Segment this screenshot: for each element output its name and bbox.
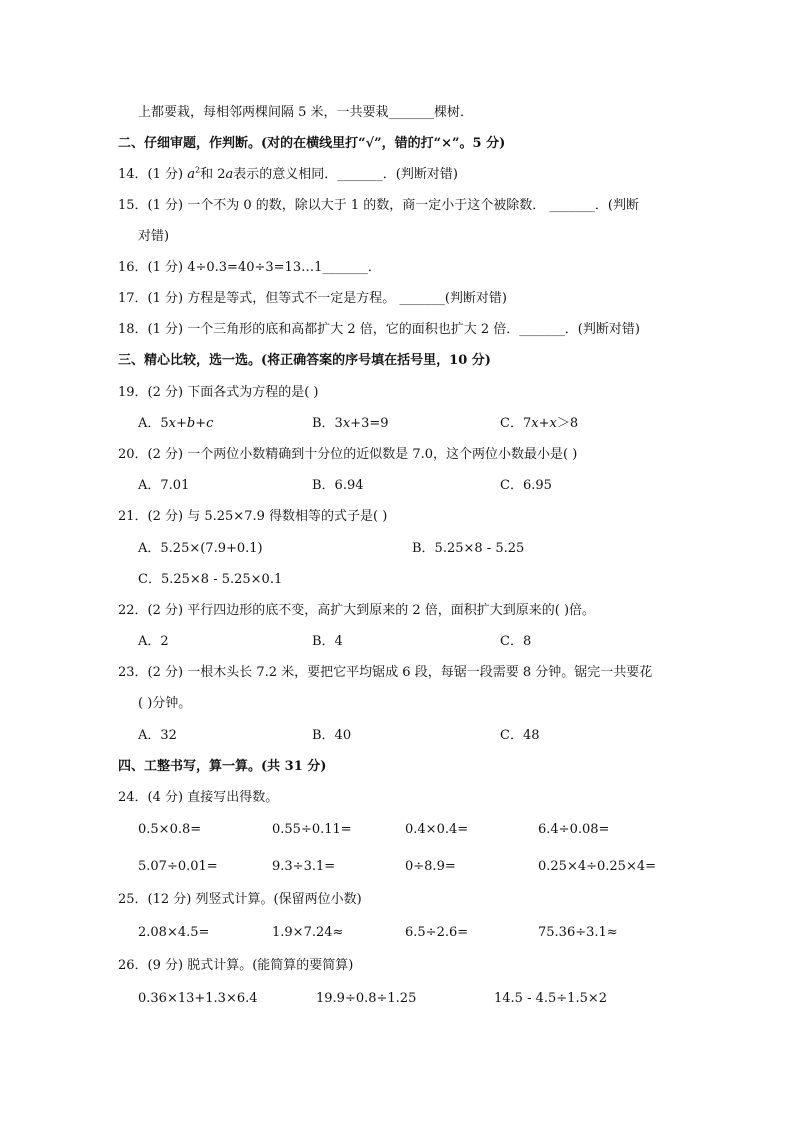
q25-item-3: 6.5÷2.6= bbox=[405, 925, 469, 940]
q21-option-c: C．5.25×8 - 5.25×0.1 bbox=[138, 572, 283, 587]
q20-option-c: C．6.95 bbox=[500, 478, 552, 493]
q24-item-4: 6.4÷0.08= bbox=[538, 822, 610, 837]
section-3-heading: 三、精心比较，选一选。(将正确答案的序号填在括号里，10 分) bbox=[118, 353, 491, 368]
q21-option-b: B．5.25×8 - 5.25 bbox=[412, 541, 525, 556]
question-15-wrap: 对错) bbox=[138, 229, 170, 244]
q24-item-3: 0.4×0.4= bbox=[405, 822, 469, 837]
q19-option-a: A．5x+b+c bbox=[138, 416, 214, 431]
question-21: 21．(2 分) 与 5.25×7.9 得数相等的式子是( ) bbox=[118, 509, 388, 524]
q26-item-2: 19.9÷0.8÷1.25 bbox=[316, 991, 417, 1006]
question-20: 20．(2 分) 一个两位小数精确到十分位的近似数是 7.0，这个两位小数最小是( ) bbox=[118, 447, 578, 462]
question-19: 19．(2 分) 下面各式为方程的是( ) bbox=[118, 385, 319, 400]
question-18: 18．(1 分) 一个三角形的底和高都扩大 2 倍，它的面积也扩大 2 倍．_______．(判断对错) bbox=[118, 322, 640, 337]
question-25: 25．(12 分) 列竖式计算。(保留两位小数) bbox=[118, 892, 362, 907]
question-17: 17．(1 分) 方程是等式，但等式不一定是方程。 _______(判断对错) bbox=[118, 291, 507, 306]
question-16: 16．(1 分) 4÷0.3=40÷3=13…1_______． bbox=[118, 260, 381, 275]
q26-item-1: 0.36×13+1.3×6.4 bbox=[138, 991, 258, 1006]
q22-option-a: A．2 bbox=[138, 634, 169, 649]
question-26: 26．(9 分) 脱式计算。(能简算的要简算) bbox=[118, 958, 354, 973]
question-14: 14．(1 分) $a^2$和 2a表示的意义相同．_______．(判断对错) bbox=[118, 165, 458, 182]
question-22: 22．(2 分) 平行四边形的底不变，高扩大到原来的 2 倍，面积扩大到原来的( )倍。 bbox=[118, 603, 596, 618]
q24-item-7: 0÷8.9= bbox=[405, 859, 456, 874]
q25-item-1: 2.08×4.5= bbox=[138, 925, 210, 940]
q22-option-c: C．8 bbox=[500, 634, 532, 649]
q24-item-6: 9.3÷3.1= bbox=[272, 859, 336, 874]
section-4-heading: 四、工整书写，算一算。(共 31 分) bbox=[118, 759, 327, 774]
q24-item-8: 0.25×4÷0.25×4= bbox=[538, 859, 657, 874]
q20-option-b: B．6.94 bbox=[312, 478, 364, 493]
q25-item-4: 75.36÷3.1≈ bbox=[538, 925, 618, 940]
q13-continuation: 上都要栽，每相邻两棵间隔 5 米，一共要栽_______棵树． bbox=[138, 105, 474, 120]
question-24: 24．(4 分) 直接写出得数。 bbox=[118, 790, 279, 805]
q23-option-a: A．32 bbox=[138, 728, 177, 743]
q25-item-2: 1.9×7.24≈ bbox=[272, 925, 344, 940]
q20-option-a: A．7.01 bbox=[138, 478, 190, 493]
q19-option-c: C．7x+x＞8 bbox=[500, 416, 579, 431]
q22-option-b: B．4 bbox=[312, 634, 343, 649]
q21-option-a: A．5.25×(7.9+0.1) bbox=[138, 541, 263, 556]
question-15: 15．(1 分) 一个不为 0 的数，除以大于 1 的数，商一定小于这个被除数． _______．(判断 bbox=[118, 198, 639, 213]
q23-option-c: C．48 bbox=[500, 728, 540, 743]
q24-item-2: 0.55÷0.11= bbox=[272, 822, 352, 837]
section-2-heading: 二、仔细审题，作判断。(对的在横线里打“√”，错的打“×”。5 分) bbox=[118, 136, 506, 151]
q23-option-b: B．40 bbox=[312, 728, 352, 743]
question-23: 23．(2 分) 一根木头长 7.2 米，要把它平均锯成 6 段，每锯一段需要 8 分钟。锯完一共要花 bbox=[118, 665, 653, 680]
q24-item-5: 5.07÷0.01= bbox=[138, 859, 218, 874]
q26-item-3: 14.5 - 4.5÷1.5×2 bbox=[494, 991, 608, 1006]
q19-option-b: B．3x+3=9 bbox=[312, 416, 389, 431]
q24-item-1: 0.5×0.8= bbox=[138, 822, 202, 837]
question-23-wrap: ( )分钟。 bbox=[138, 696, 192, 711]
